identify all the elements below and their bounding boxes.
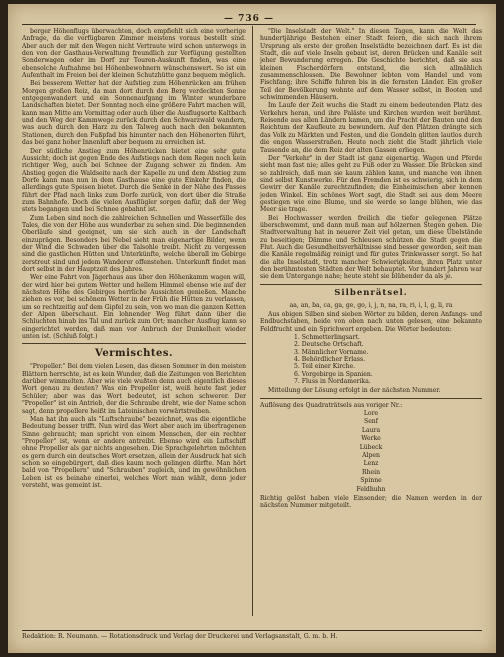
pyramid-word: Feldhuhn (356, 485, 386, 493)
pyramid-word: Laura (361, 426, 381, 434)
article-paragraph: berger Höhenflugs überwachten, doch empfiehlt sich eine vorherige Anfrage, da die verfügbaren Zimmer meistens voraus bestellt sind. Aber auch der mit den Wegen nicht Vertraute wird schon unterwegs in den von der Gasthaus-Verwaltung freundlich zur Verfügung gestellten Sonderwagen oder im Dorf zur Touren-Auskunft finden, was eine ebensolche Aufnahme bei Höhenbewohnern wünschenswert. So ist ein Aufenthalt im Freien bei der kleinen Schutzhütte ganz bequem möglich. (22, 28, 246, 80)
newspaper-page (8, 4, 496, 653)
riddle-item: 3. Männlicher Vorname. (294, 348, 369, 356)
pyramid-word: Rhein (362, 468, 380, 476)
article-paragraph: Bei Hochwasser werden freilich die tiefer gelegenen Plätze überschwemmt, und dann muß man auf hölzernen Stegen gehen. Die Stadtverwaltung hat in neuerer Zeit viel getan, um diese Übelstände zu beseitigen; Dämme und Schleusen schützen die Stadt gegen die Flut. Auch die Gesundheitsverhältnisse sind besser geworden, seit man die Kanäle regelmäßig reinigt und für gutes Trinkwasser sorgt. So hat die alte Inselstadt, trotz mancher Schwierigkeiten, ihren Platz unter den berühmtesten Städten der Welt behauptet. Vor hundert Jahren war sie dem Untergange nahe; heute steht sie blühender da als je. (260, 214, 482, 281)
pyramid-word: Lore (363, 409, 379, 417)
page-number: — 736 — (223, 14, 275, 24)
solution-pyramid (260, 410, 482, 493)
article-paragraph: Im Laufe der Zeit wuchs die Stadt zu einem bedeutenden Platz des Verkehrs heran, und ihre Paläste und Kirchen wurden weit berühmt. Reisende aus allen Ländern kamen, um die Pracht der Bauten und den Reichtum der Kaufleute zu bewundern. Auf den Plätzen drängte sich das Volk zu Märkten und Festen, und die Gondeln glitten lautlos durch die engen Wasserstraßen. Heute noch zieht die Stadt jährlich viele Tausende an, die dem Reiz der alten Gassen erliegen. (260, 102, 482, 154)
misc-paragraph: "Propeller." Bei dem vielen Lesen, das diesen Sommer in den meisten Blättern herrschte, ist es kein Wunder, daß die Zeitungen von Berichten darüber wimmelten. Aber wie viele wußten denn auch eigentlich dieses Wort genau zu deuten? Was ein Propeller ist, weiß heute fast jeder Schüler; aber was das Wort bedeutet, ist schon schwerer. Der "Propeller" ist ein Antrieb, der die Schraube dreht, wie der Name schon sagt, denn propellere heißt im Lateinischen vorwärtstreiben. (22, 363, 246, 415)
pyramid-word: Lenz (363, 460, 379, 468)
riddle-item: 6. Vorgebirge in Spanien. (294, 370, 373, 378)
section-rule (260, 284, 482, 285)
article-paragraph: "Die Inselstadt der Welt." In diesen Tagen, kann die Welt das hundertjährige Bestehen einer Stadt feiern, die sich nach ihrem Ursprung als erste der großen Inselstädte bezeichnen darf. Es ist die Stadt, die auf viele Inseln gebaut ist, deren Brücken und Kanäle seit jeher Bewunderung erregen. Die Geschichte berichtet, daß sie aus kleinen Fischerdörfern entstand, die sich allmählich zusammenschlossen. Die Bewohner lebten vom Handel und vom Fischfang; ihre Schiffe fuhren bis in die fernsten Länder. Ein großer Teil der Bevölkerung wohnte auf dem Wasser selbst, in Booten und schwimmenden Häusern. (260, 28, 482, 102)
riddle-note: Mitteilung der Lösung erfolgt in der nächsten Nummer. (268, 387, 441, 395)
riddle-item: 4. Behördlicher Erlass. (294, 356, 366, 364)
riddle-list (294, 334, 482, 385)
riddle-item: 2. Deutsche Ortschaft. (294, 341, 364, 349)
article-paragraph: Der "Verkehr" in der Stadt ist ganz eigenartig. Wagen und Pferde sieht man fast nie; alles geht zu Fuß oder zu Wasser. Die Brücken sind so zahlreich, daß man sie kaum zählen kann, und manche von ihnen sind selbst Kunstwerke. Für den Fremden ist es schwierig, sich in dem Gewirr der Kanäle zurechtzufinden; die Einheimischen aber kennen jeden Winkel. Ein schönes Wort sagt, die Stadt sei aus dem Meere gestiegen wie eine Blume, und sie werde so lange blühen, wie das Meer sie trage. (260, 154, 482, 214)
pyramid-word: Lübeck (359, 443, 383, 451)
misc-section-title: Vermischtes. (95, 348, 173, 360)
pyramid-word: Alpen (362, 451, 380, 459)
pyramid-word: Werke (361, 435, 381, 443)
column-divider (252, 26, 253, 616)
page-footer: Redaktion: R. Neumann. — Rotationsdruck und Verlag der Druckerei und Verlagsanstalt, G. m. b. H. (22, 630, 482, 645)
left-column (22, 28, 246, 613)
section-rule (260, 398, 482, 399)
riddle-item: 1. Schmetterlingsart. (294, 334, 360, 342)
solution-note: Richtig gelöst haben viele Einsender; die Namen werden in der nächsten Nummer mitgeteilt. (260, 494, 482, 510)
riddle-intro: Aus obigen Silben sind sieben Wörter zu bilden, deren Anfangs- und Endbuchstaben, beide von oben nach unten gelesen, eine bekannte Feldfrucht und ein Sprichwort ergeben. Die Wörter bedeuten: (260, 311, 482, 333)
section-rule (22, 343, 246, 344)
misc-paragraph: Man hat ihn auch als "Luftschraube" bezeichnet, was die eigentliche Bedeutung besser trifft. Nun wird das Wort aber auch im übertragenen Sinne gebraucht; man spricht von einem Menschen, der ein rechter "Propeller" ist, wenn er andere antreibt. Ebenso wird ein Luftschiff ohne Propeller als gar nichts angesehen. Die Sprachgelehrten möchten es gern durch ein deutsches Wort ersetzen, allein der Ausdruck hat sich schon so eingebürgert, daß dies kaum noch gelingen dürfte. Man hört bald von "Propellern" und "Schrauben" zugleich, und im gewöhnlichen Leben ist es beinahe einerlei, welches Wort man wählt, denn jeder versteht, was gemeint ist. (22, 415, 246, 489)
article-paragraph: Wer eine Fahrt von Jägerhaus aus über den Höhenkamm wagen will, der wird hier bei gutem Wetter und hellem Himmel ebenso wie auf der nächsten Höhe des Gebirges herrliche Aussichten genießen. Manche ziehen es vor, bei schönem Wetter in der Früh die Hütten zu verlassen, um so rechtzeitig auf dem Gipfel zu sein, von wo man die ganzen Ketten der Alpen überschaut. Ein lohnender Weg führt dann über die Schluchten hinab ins Tal und zurück zum Ort; mancher Ausflug kann so eingerichtet werden, daß man vor Anbruch der Dunkelheit wieder unten ist. (Schluß folgt.) (22, 274, 246, 341)
pyramid-word: Spinne (360, 477, 382, 485)
page-header (22, 10, 476, 25)
solution-title: Auflösung des Quadraträtsels aus voriger Nr.: (260, 401, 403, 409)
riddle-title: Silbenrätsel. (334, 287, 408, 298)
right-column (260, 28, 482, 613)
article-paragraph: Zum Leben sind noch die zahlreichen Schnellen und Wasserfälle des Tales, die von der Höhe aus wunderbar zu sehen sind. Die beginnenden Oberläufe sind geeignet, um sie sich auch in der Landschaft einzuprägen. Besonders bei Nebel sieht man eigenartige Bilder, wenn der Wind die Schwaden über die Talsohle treibt. Nicht zu vergessen sind die gastlichen Hütten und Unterkünfte, welche überall im Gebirge zerstreut sind und jedem Wanderer offenstehen. Unterkunft findet man dort selbst in der Hauptzeit des Jahres. (22, 214, 246, 273)
pyramid-word: Senf (364, 418, 378, 426)
article-paragraph: Bei besserem Wetter hat der Aufstieg zum Höhenrücken am frühen Morgen großen Reiz, da man dort durch den Berg verdeckten Sonne entgegenwandert und ein Sonnenaufgang im Winter wunderbare Landschaften bietet. Der Sonntag noch eine größere Fahrt machen will, kann man Mitte am Vormittag oder auch über die Ausflugsorte Kaltbach und den Weg der Kammwege zurück durch den Schwarzwald wandern, was auch durch den Harz zu den Talweg auch nach den bekannten Stationen, durch den Fußpfad bis hinunter nach den Höhenorten führt, das bei ganz hoher Innenluft aber bequem zu erreichen ist. (22, 80, 246, 147)
riddle-syllables: aa, an, ba, ca, ga, ge, go, i, j, n, na, ra, ri, i, l, g, li, ra (289, 301, 453, 309)
riddle-item: 7. Fluss in Nordamerika. (294, 377, 371, 385)
riddle-item: 5. Teil einer Kirche. (294, 363, 356, 371)
article-paragraph: Der südliche Anstieg zum Höhenrücken bietet eine sehr gute Aussicht; doch ist gegen Ende des Aufstiegs nach dem Regen noch kein richtiger Weg, auch bei Schnee der Zugang schwer zu finden. Am Abstieg gegen die Waldseite nach der Kapelle zu und dem Abstieg zum Dorfe kann man nun in dem Gasthause eine gute Einkehr finden, die allerdings gute Speisen bietet. Durch die Senke in der Nähe des Passes führt der Pfad nach links zum Dorfe zurück, von dort über die Straße zum Bahnhofe. Doch die vielen Ausflügler sorgen dafür, daß der Weg stets begangen und bei Schnee gebahnt ist. (22, 147, 246, 214)
